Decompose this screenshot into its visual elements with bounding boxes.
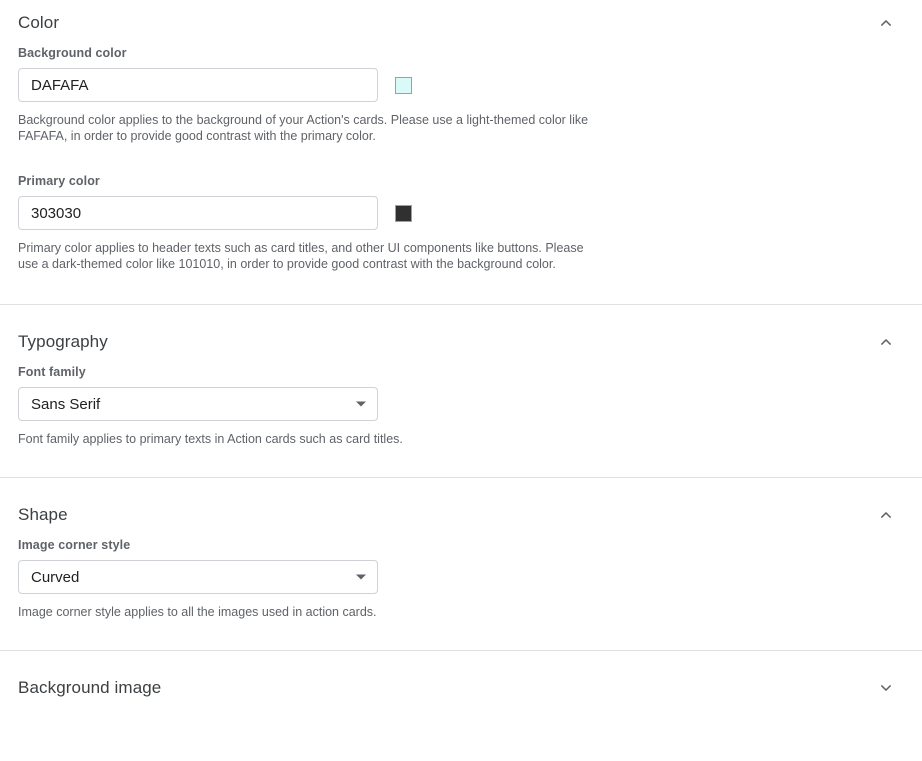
- section-title-background-image: Background image: [18, 678, 162, 697]
- section-title-color: Color: [18, 13, 60, 32]
- section-header-shape[interactable]: [18, 492, 904, 538]
- section-header-background-image[interactable]: [18, 665, 904, 711]
- helper-background-color: Background color applies to the background of your Action's cards. Please use a light-themed color like FAFAFA, in order to provide good contrast with the primary color.: [18, 113, 589, 143]
- section-color: [0, 0, 922, 305]
- primary-color-input[interactable]: [18, 196, 378, 230]
- font-family-select[interactable]: [18, 387, 378, 421]
- section-title-typography: Typography: [18, 332, 108, 351]
- chevron-down-icon[interactable]: [874, 676, 898, 700]
- label-primary-color: Primary color: [18, 174, 100, 188]
- image-corner-style-select[interactable]: [18, 560, 378, 594]
- chevron-up-icon[interactable]: [874, 11, 898, 35]
- label-background-color: Background color: [18, 46, 127, 60]
- label-image-corner-style: Image corner style: [18, 538, 131, 552]
- background-color-swatch[interactable]: [395, 77, 412, 94]
- field-font-family: [18, 365, 904, 449]
- field-background-color: [18, 46, 904, 146]
- font-family-value: Sans Serif: [31, 395, 101, 413]
- section-background-image: [0, 651, 922, 711]
- primary-color-swatch[interactable]: [395, 205, 412, 222]
- section-title-shape: Shape: [18, 505, 68, 524]
- field-primary-color: [18, 174, 904, 274]
- section-header-typography[interactable]: [18, 319, 904, 365]
- helper-font-family: Font family applies to primary texts in Action cards such as card titles.: [18, 432, 403, 446]
- section-typography: [0, 305, 922, 478]
- chevron-up-icon[interactable]: [874, 503, 898, 527]
- helper-image-corner-style: Image corner style applies to all the images used in action cards.: [18, 605, 377, 619]
- image-corner-style-value: Curved: [31, 568, 80, 586]
- label-font-family: Font family: [18, 365, 86, 379]
- background-color-input[interactable]: [18, 68, 378, 102]
- section-shape: [0, 478, 922, 651]
- section-header-color[interactable]: [18, 0, 904, 46]
- helper-primary-color: Primary color applies to header texts such as card titles, and other UI components like buttons. Please use a dark-themed color like 101010, in order to provide good contrast with the background color.: [18, 241, 584, 271]
- chevron-up-icon[interactable]: [874, 330, 898, 354]
- field-image-corner-style: [18, 538, 904, 622]
